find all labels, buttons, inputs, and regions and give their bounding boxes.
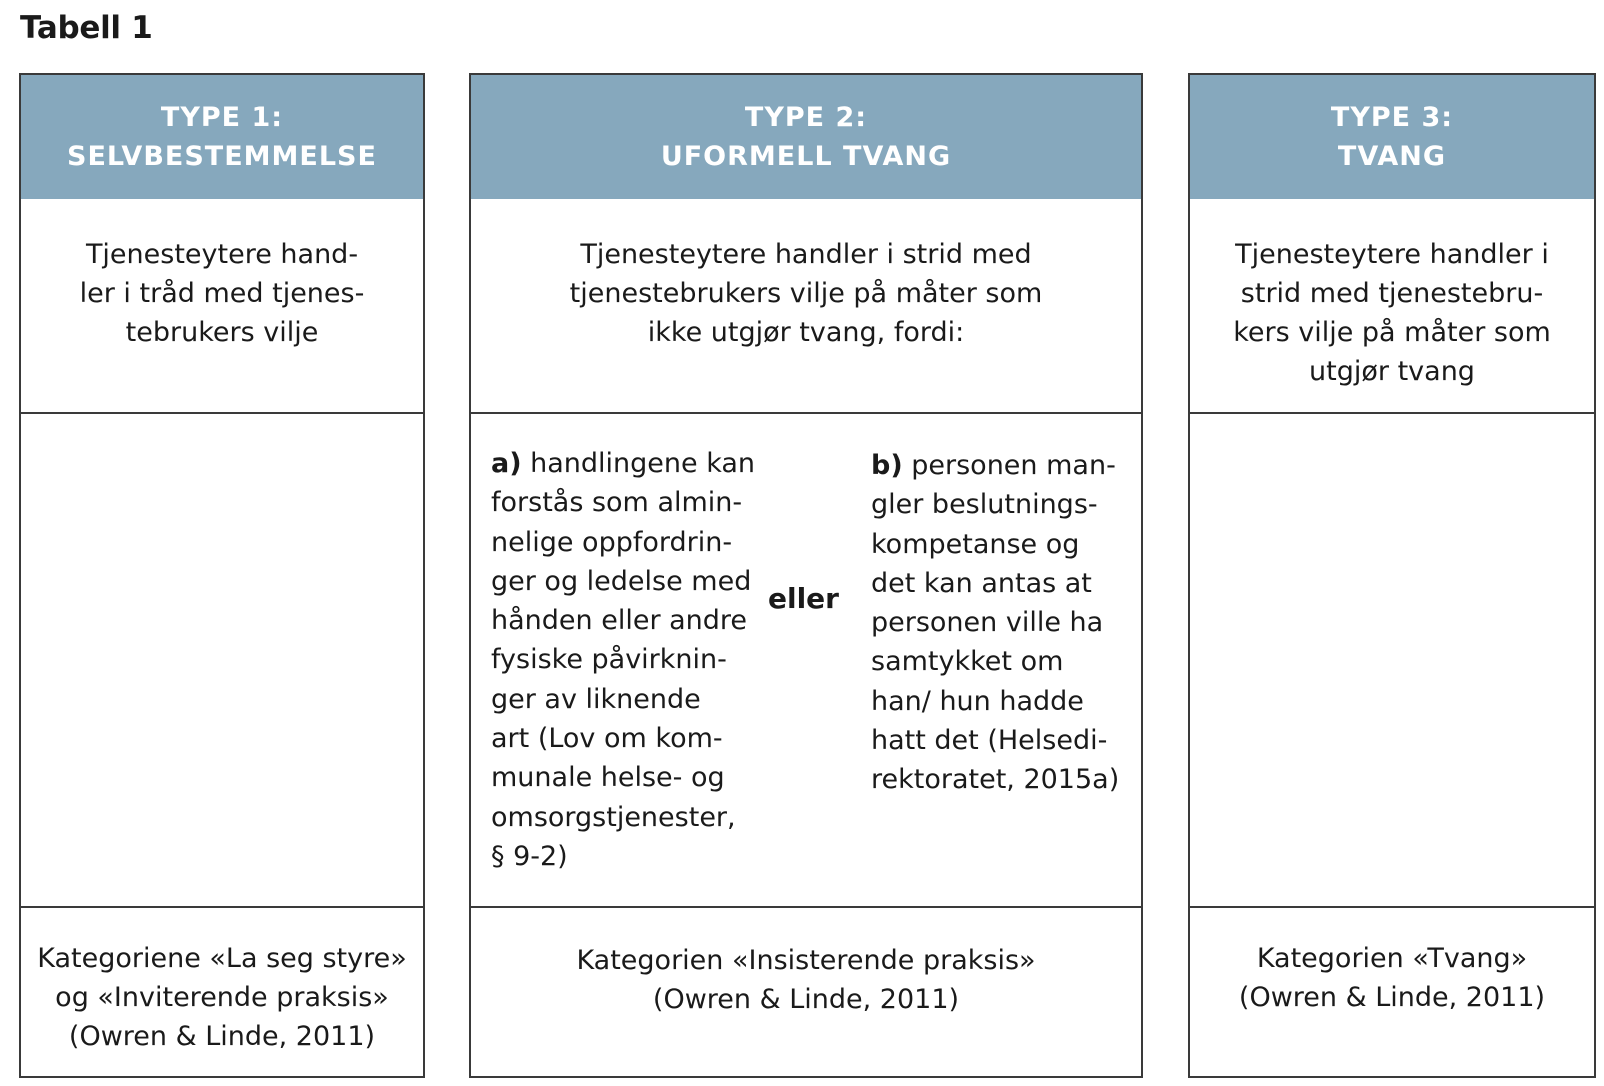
header-line: TYPE 2: [744, 102, 868, 133]
connector-eller: eller [768, 582, 839, 615]
column-header [1190, 75, 1594, 199]
footer-cell [21, 910, 423, 1076]
text-line: forstås som almin- [491, 487, 743, 519]
text-line: Kategorien «Insisterende praksis» [576, 945, 1036, 976]
condition-marker: a) [491, 448, 522, 479]
text-line: munale helse- og [491, 762, 725, 794]
text-line: utgjør tvang [1309, 356, 1475, 387]
footer-cell [1190, 910, 1594, 1076]
text-line: ikke utgjør tvang, fordi: [647, 317, 965, 348]
text-fragment: personen man- [902, 450, 1116, 481]
empty-body-cell [21, 416, 423, 908]
text-line [871, 446, 1119, 485]
text-line: hatt det (Helsedi- [871, 725, 1108, 757]
text-line: art (Lov om kom- [491, 723, 723, 755]
table-title: Tabell 1 [20, 10, 153, 46]
condition-a [491, 444, 755, 876]
text-line: omsorgstjenester, [491, 801, 736, 833]
header-line: TYPE 3: [1330, 102, 1454, 133]
text-line: tebrukers vilje [125, 317, 319, 348]
condition-marker: b) [871, 450, 903, 481]
header-line: SELVBESTEMMELSE [67, 141, 377, 172]
description-cell [21, 199, 423, 414]
text-line: hånden eller andre [491, 605, 748, 637]
header-line: TVANG [1337, 141, 1447, 172]
text-line: tjenestebrukers vilje på måter som [569, 278, 1043, 309]
text-line: § 9-2) [491, 840, 568, 872]
text-line: Tjenesteytere handler i strid med [580, 239, 1032, 270]
text-line: ger av liknende [491, 683, 701, 715]
text-line: ger og ledelse med [491, 565, 752, 597]
text-line: samtykket om [871, 646, 1064, 678]
text-line [491, 444, 755, 483]
text-line: Kategorien «Tvang» [1256, 943, 1528, 974]
text-line: kers vilje på måter som [1233, 317, 1551, 348]
text-line: (Owren & Linde, 2011) [652, 984, 960, 1015]
text-fragment: handlingene kan [521, 448, 756, 479]
header-line: TYPE 1: [160, 102, 284, 133]
text-line: fysiske påvirknin- [491, 644, 727, 676]
empty-body-cell [1190, 416, 1594, 908]
text-line: gler beslutnings- [871, 489, 1098, 521]
text-line: kompetanse og [871, 528, 1080, 560]
text-line: han/ hun hadde [871, 685, 1084, 717]
condition-b [871, 446, 1119, 800]
column-type-3 [1188, 73, 1596, 1078]
text-line: Tjenesteytere handler i [1235, 239, 1549, 270]
description-cell [1190, 199, 1594, 414]
description-cell [471, 199, 1141, 414]
column-type-2 [469, 73, 1143, 1078]
text-line: (Owren & Linde, 2011) [1238, 982, 1546, 1013]
text-line: strid med tjenestebru- [1240, 278, 1544, 309]
text-line: rektoratet, 2015a) [871, 764, 1120, 796]
header-line: UFORMELL TVANG [660, 141, 952, 172]
column-header [21, 75, 423, 199]
text-line: Tjenesteytere hand- [85, 239, 359, 270]
footer-cell [471, 910, 1141, 1076]
text-line: personen ville ha [871, 607, 1104, 639]
text-line: og «Inviterende praksis» [55, 982, 389, 1013]
text-line: Kategoriene «La seg styre» [37, 943, 407, 974]
conditions-cell [471, 416, 1141, 908]
text-line: nelige oppfordrin- [491, 526, 733, 558]
text-line: det kan antas at [871, 567, 1092, 599]
text-line: ler i tråd med tjenes- [79, 278, 365, 309]
column-type-1 [19, 73, 425, 1078]
column-header [471, 75, 1141, 199]
text-line: (Owren & Linde, 2011) [68, 1021, 376, 1052]
